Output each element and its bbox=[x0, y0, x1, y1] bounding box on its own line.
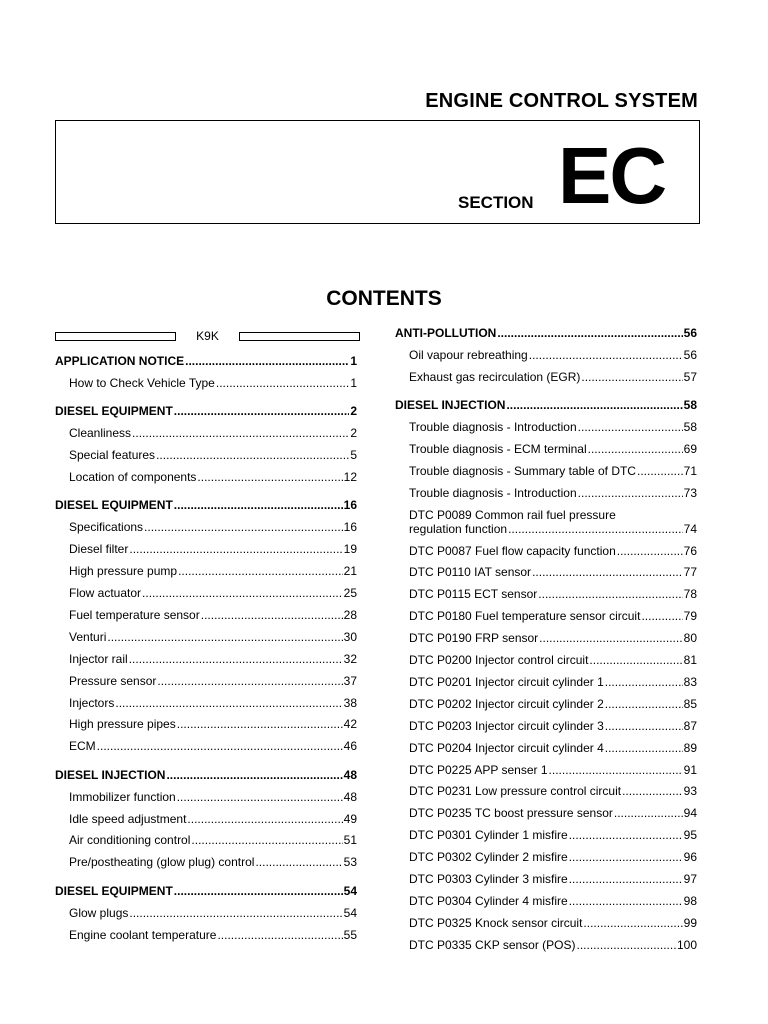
toc-page-number: 56 bbox=[683, 326, 697, 340]
toc-page-number: 93 bbox=[683, 784, 697, 799]
toc-entry-title: Oil vapour rebreathing bbox=[409, 347, 528, 362]
toc-page-number: 94 bbox=[683, 806, 697, 821]
toc-entry-title: Venturi bbox=[69, 629, 107, 644]
toc-entry[interactable] bbox=[409, 697, 697, 711]
toc-entry[interactable] bbox=[409, 894, 697, 908]
dot-leader bbox=[589, 653, 682, 667]
toc-entry-title: Immobilizer function bbox=[69, 789, 176, 804]
dot-leader bbox=[174, 498, 343, 512]
toc-entry[interactable] bbox=[409, 916, 697, 930]
toc-page-number: 25 bbox=[343, 586, 357, 600]
toc-entry[interactable] bbox=[69, 542, 357, 556]
toc-entry[interactable] bbox=[69, 586, 357, 600]
toc-entry[interactable] bbox=[409, 938, 697, 952]
dot-leader bbox=[529, 348, 683, 362]
toc-entry[interactable] bbox=[69, 426, 357, 440]
toc-entry[interactable] bbox=[409, 522, 697, 536]
dot-leader bbox=[129, 542, 342, 556]
toc-entry-title: DTC P0180 Fuel temperature sensor circuit bbox=[409, 609, 641, 624]
toc-page-number: 19 bbox=[343, 542, 357, 557]
toc-entry[interactable] bbox=[69, 470, 357, 484]
toc-entry-title: Location of components bbox=[69, 470, 197, 484]
dot-leader bbox=[174, 404, 350, 418]
toc-entry[interactable] bbox=[69, 906, 357, 920]
toc-entry-title: DTC P0303 Cylinder 3 misfire bbox=[409, 872, 568, 886]
toc-entry-title: Engine coolant temperature bbox=[69, 927, 217, 942]
toc-entry-title: DTC P0190 FRP sensor bbox=[409, 631, 539, 646]
toc-entry[interactable] bbox=[409, 719, 697, 733]
system-title: ENGINE CONTROL SYSTEM bbox=[425, 90, 698, 112]
toc-entry[interactable] bbox=[69, 696, 357, 710]
toc-entry[interactable] bbox=[409, 872, 697, 886]
toc-entry-title: Special features bbox=[69, 448, 156, 463]
contents-title: CONTENTS bbox=[326, 287, 442, 310]
toc-page-number: 32 bbox=[343, 651, 357, 666]
dot-leader bbox=[569, 850, 683, 864]
toc-page-number: 79 bbox=[683, 609, 697, 624]
toc-entry[interactable] bbox=[409, 763, 697, 777]
toc-entry[interactable] bbox=[409, 464, 697, 478]
toc-section-heading[interactable] bbox=[55, 404, 357, 418]
toc-entry-title: regulation function bbox=[409, 521, 508, 536]
toc-entry-title: Trouble diagnosis - Introduction bbox=[409, 420, 577, 435]
toc-page-number: 28 bbox=[343, 607, 357, 622]
toc-page-number: 98 bbox=[683, 893, 697, 908]
toc-page-number: 78 bbox=[683, 587, 697, 602]
toc-page-number: 5 bbox=[350, 448, 357, 463]
dot-leader bbox=[578, 486, 683, 500]
toc-page-number: 76 bbox=[683, 543, 697, 558]
dot-leader bbox=[581, 370, 682, 384]
dot-leader bbox=[578, 420, 683, 434]
toc-page-number: 51 bbox=[343, 833, 357, 848]
toc-section-heading[interactable] bbox=[395, 398, 697, 412]
toc-page-number: 1 bbox=[350, 354, 357, 368]
dot-leader bbox=[129, 652, 343, 666]
dot-leader bbox=[605, 697, 683, 711]
section-label: SECTION bbox=[458, 193, 534, 212]
toc-entry[interactable] bbox=[69, 790, 357, 804]
toc-entry-title: DTC P0204 Injector circuit cylinder 4 bbox=[409, 740, 604, 755]
toc-entry-title: ECM bbox=[69, 739, 96, 754]
toc-entry-title: Specifications bbox=[69, 520, 144, 535]
toc-page-number: 48 bbox=[343, 789, 357, 804]
dot-leader bbox=[166, 768, 342, 782]
toc-entry-title: Pressure sensor bbox=[69, 673, 157, 688]
toc-entry-title: Pre/postheating (glow plug) control bbox=[69, 855, 255, 870]
toc-page-number: 46 bbox=[343, 739, 357, 754]
toc-entry-title: DTC P0087 Fuel flow capacity function bbox=[409, 543, 616, 558]
toc-entry[interactable] bbox=[409, 675, 697, 689]
toc-entry[interactable] bbox=[409, 420, 697, 434]
dot-leader bbox=[538, 587, 682, 601]
dot-leader bbox=[201, 608, 343, 622]
dot-leader bbox=[197, 470, 342, 484]
toc-entry-title-line1: DTC P0089 Common rail fuel pressure bbox=[409, 507, 616, 522]
dot-leader bbox=[588, 442, 683, 456]
toc-entry[interactable] bbox=[409, 653, 697, 667]
toc-page-number: 49 bbox=[343, 811, 357, 826]
toc-entry-title: DIESEL EQUIPMENT bbox=[55, 498, 173, 513]
toc-entry[interactable] bbox=[409, 565, 697, 579]
toc-section-heading[interactable] bbox=[55, 354, 357, 368]
dot-leader bbox=[216, 376, 349, 390]
toc-entry-title: DIESEL EQUIPMENT bbox=[55, 404, 173, 419]
toc-entry-title: DTC P0225 APP senser 1 bbox=[409, 762, 548, 777]
dot-leader bbox=[605, 675, 683, 689]
toc-entry-title: DTC P0201 Injector circuit cylinder 1 bbox=[409, 674, 604, 689]
dot-leader bbox=[177, 717, 343, 731]
toc-page-number: 1 bbox=[350, 375, 357, 390]
toc-entry-title: DTC P0231 Low pressure control circuit bbox=[409, 784, 622, 799]
toc-entry[interactable] bbox=[409, 370, 697, 384]
toc-entry-title: High pressure pump bbox=[69, 564, 178, 579]
toc-entry-title: DIESEL EQUIPMENT bbox=[55, 883, 173, 898]
toc-page-number: 42 bbox=[343, 717, 357, 732]
toc-entry-title: How to Check Vehicle Type bbox=[69, 375, 215, 390]
toc-entry[interactable] bbox=[409, 850, 697, 864]
toc-entry-title: DTC P0325 Knock sensor circuit bbox=[409, 915, 583, 930]
dot-leader bbox=[174, 884, 343, 898]
toc-entry[interactable] bbox=[409, 609, 697, 623]
toc-entry-title: Trouble diagnosis - ECM terminal bbox=[409, 442, 587, 456]
toc-entry[interactable] bbox=[69, 717, 357, 731]
dot-leader bbox=[569, 872, 683, 886]
toc-page-number: 53 bbox=[343, 855, 357, 870]
dot-leader bbox=[569, 828, 683, 842]
toc-page-number: 57 bbox=[683, 369, 697, 384]
toc-page-number: 38 bbox=[343, 695, 357, 710]
toc-entry[interactable] bbox=[409, 631, 697, 645]
toc-entry-title: DIESEL INJECTION bbox=[395, 398, 506, 413]
toc-page-number: 12 bbox=[343, 470, 357, 484]
toc-entry-title: DTC P0203 Injector circuit cylinder 3 bbox=[409, 718, 604, 733]
toc-page-number: 97 bbox=[683, 872, 697, 886]
toc-entry[interactable] bbox=[69, 928, 357, 942]
dot-leader bbox=[217, 928, 342, 942]
toc-page-number: 87 bbox=[683, 718, 697, 733]
toc-page-number: 95 bbox=[683, 828, 697, 843]
section-box bbox=[55, 120, 700, 224]
dot-leader bbox=[583, 916, 682, 930]
toc-entry-title: DTC P0110 IAT sensor bbox=[409, 565, 532, 580]
toc-section-heading[interactable] bbox=[395, 326, 697, 340]
toc-page-number: 55 bbox=[343, 927, 357, 942]
dot-leader bbox=[132, 426, 349, 440]
dot-leader bbox=[569, 894, 683, 908]
toc-entry-title: Air conditioning control bbox=[69, 833, 191, 848]
toc-entry[interactable] bbox=[409, 486, 697, 500]
toc-page-number: 83 bbox=[683, 674, 697, 689]
toc-entry[interactable] bbox=[69, 520, 357, 534]
toc-page-number: 91 bbox=[683, 762, 697, 777]
toc-entry-title: DTC P0335 CKP sensor (POS) bbox=[409, 937, 576, 952]
dot-leader bbox=[577, 938, 676, 952]
toc-entry-title: DTC P0302 Cylinder 2 misfire bbox=[409, 850, 568, 865]
dot-leader bbox=[614, 806, 683, 820]
dot-leader bbox=[177, 790, 343, 804]
dot-leader bbox=[539, 631, 682, 645]
toc-entry-title: Trouble diagnosis - Introduction bbox=[409, 485, 577, 500]
dot-leader bbox=[622, 784, 683, 798]
dot-leader bbox=[605, 741, 683, 755]
toc-page-number: 81 bbox=[683, 653, 697, 667]
toc-entry[interactable] bbox=[69, 833, 357, 847]
toc-page-number: 30 bbox=[343, 629, 357, 644]
toc-entry-title: Diesel filter bbox=[69, 542, 129, 557]
toc-section-heading[interactable] bbox=[55, 498, 357, 512]
model-label: K9K bbox=[196, 329, 219, 343]
toc-page-number: 73 bbox=[683, 485, 697, 500]
toc-page-number: 54 bbox=[343, 883, 357, 898]
toc-page-number: 37 bbox=[343, 673, 357, 688]
toc-entry-title: DTC P0115 ECT sensor bbox=[409, 587, 538, 602]
toc-entry[interactable] bbox=[409, 442, 697, 456]
toc-entry[interactable] bbox=[69, 630, 357, 644]
toc-entry-title: Injector rail bbox=[69, 651, 128, 666]
toc-section-heading[interactable] bbox=[55, 884, 357, 898]
toc-page-number: 58 bbox=[683, 420, 697, 435]
toc-entry-title: Glow plugs bbox=[69, 905, 129, 920]
dot-leader bbox=[129, 906, 342, 920]
toc-entry-title: DIESEL INJECTION bbox=[55, 767, 166, 782]
toc-page-number: 96 bbox=[683, 850, 697, 865]
toc-entry[interactable] bbox=[69, 608, 357, 622]
toc-entry-title: High pressure pipes bbox=[69, 717, 176, 732]
section-code: EC bbox=[558, 131, 666, 220]
dot-leader bbox=[191, 833, 342, 847]
toc-page-number: 54 bbox=[343, 905, 357, 920]
toc-page-number: 21 bbox=[343, 564, 357, 579]
dot-leader bbox=[617, 544, 683, 558]
toc-page-number: 69 bbox=[683, 442, 697, 456]
toc-entry[interactable] bbox=[69, 376, 357, 390]
toc-page-number: 71 bbox=[683, 463, 697, 478]
toc-entry-title: Injectors bbox=[69, 695, 115, 710]
toc-page-number: 16 bbox=[343, 498, 357, 513]
dot-leader bbox=[506, 398, 682, 412]
dot-leader bbox=[185, 354, 349, 368]
toc-entry-title: DTC P0200 Injector control circuit bbox=[409, 653, 589, 667]
dot-leader bbox=[605, 719, 683, 733]
dot-leader bbox=[187, 812, 342, 826]
toc-entry[interactable] bbox=[69, 448, 357, 462]
dot-leader bbox=[178, 564, 343, 578]
dot-leader bbox=[144, 520, 343, 534]
toc-entry-title: Exhaust gas recirculation (EGR) bbox=[409, 369, 581, 384]
dot-leader bbox=[156, 448, 349, 462]
toc-entry[interactable] bbox=[409, 806, 697, 820]
dot-leader bbox=[157, 674, 342, 688]
toc-page-number: 85 bbox=[683, 696, 697, 711]
toc-entry-title: Cleanliness bbox=[69, 426, 132, 441]
toc-entry[interactable] bbox=[409, 828, 697, 842]
toc-page-number: 16 bbox=[343, 520, 357, 535]
dot-leader bbox=[97, 739, 343, 753]
toc-entry[interactable] bbox=[409, 784, 697, 798]
toc-entry-title: APPLICATION NOTICE bbox=[55, 354, 185, 368]
toc-page-number: 77 bbox=[683, 565, 697, 580]
toc-page-number: 58 bbox=[683, 398, 697, 413]
toc-entry[interactable] bbox=[409, 544, 697, 558]
toc-entry-title: ANTI-POLLUTION bbox=[395, 326, 497, 340]
toc-entry-title: DTC P0235 TC boost pressure sensor bbox=[409, 806, 613, 821]
dot-leader bbox=[637, 464, 683, 478]
dot-leader bbox=[255, 855, 342, 869]
toc-page-number: 2 bbox=[350, 426, 357, 441]
toc-entry[interactable] bbox=[69, 652, 357, 666]
toc-entry[interactable] bbox=[69, 739, 357, 753]
toc-entry[interactable] bbox=[409, 348, 697, 362]
toc-entry-title: Idle speed adjustment bbox=[69, 811, 187, 826]
model-bar-right-rule bbox=[239, 332, 360, 341]
toc-page-number: 74 bbox=[683, 521, 697, 536]
toc-entry-title: DTC P0301 Cylinder 1 misfire bbox=[409, 828, 568, 843]
dot-leader bbox=[497, 326, 682, 340]
toc-section-heading[interactable] bbox=[55, 768, 357, 782]
dot-leader bbox=[508, 522, 683, 536]
dot-leader bbox=[115, 696, 342, 710]
toc-entry[interactable] bbox=[69, 674, 357, 688]
dot-leader bbox=[641, 609, 682, 623]
toc-entry-title: Fuel temperature sensor bbox=[69, 607, 200, 622]
model-bar bbox=[55, 329, 360, 343]
toc-page-number: 2 bbox=[350, 404, 357, 419]
toc-entry[interactable] bbox=[409, 741, 697, 755]
toc-entry[interactable] bbox=[69, 564, 357, 578]
toc-entry-title: DTC P0202 Injector circuit cylinder 2 bbox=[409, 696, 604, 711]
toc-entry[interactable] bbox=[69, 855, 357, 869]
toc-page-number: 99 bbox=[683, 915, 697, 930]
toc-page-number: 56 bbox=[683, 347, 697, 362]
toc-page-number: 48 bbox=[343, 767, 357, 782]
toc-entry-title: DTC P0304 Cylinder 4 misfire bbox=[409, 893, 568, 908]
toc-page-number: 80 bbox=[683, 631, 697, 646]
toc-entry-title: Flow actuator bbox=[69, 586, 142, 600]
toc-entry[interactable] bbox=[409, 587, 697, 601]
toc-entry-title: Trouble diagnosis - Summary table of DTC bbox=[409, 463, 636, 478]
dot-leader bbox=[549, 763, 683, 777]
dot-leader bbox=[107, 630, 342, 644]
dot-leader bbox=[532, 565, 683, 579]
toc-page-number: 100 bbox=[676, 937, 697, 952]
toc-page-number: 89 bbox=[683, 740, 697, 755]
dot-leader bbox=[142, 586, 343, 600]
toc-entry[interactable] bbox=[69, 812, 357, 826]
